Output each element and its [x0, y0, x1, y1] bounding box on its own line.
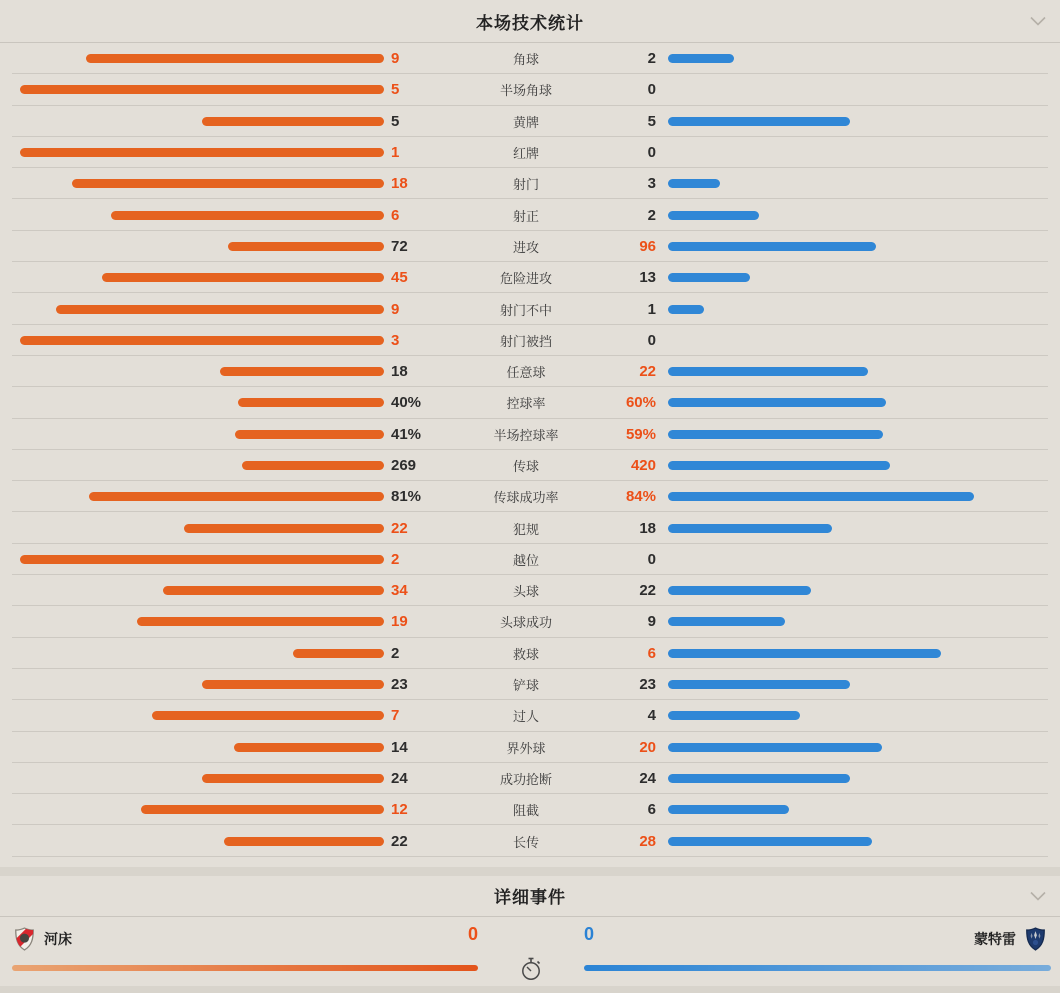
- home-stat-bar: [242, 461, 384, 470]
- stat-label: 红牌: [512, 146, 539, 162]
- away-stat-value: 0: [647, 144, 656, 162]
- home-bar-track: [20, 617, 384, 626]
- stat-row: [0, 669, 1060, 700]
- away-bar-track: [668, 586, 1032, 595]
- away-stat-bar: [668, 774, 850, 783]
- home-team[interactable]: [14, 926, 72, 952]
- away-bar-track: [668, 649, 1032, 658]
- away-stat-bar: [668, 586, 811, 595]
- stat-row: [0, 43, 1060, 74]
- home-stat-bar: [56, 305, 384, 314]
- away-score: 0: [584, 923, 595, 944]
- home-bar-track: [20, 117, 384, 126]
- away-team-name: 蒙特雷: [974, 930, 1016, 947]
- home-stat-bar: [220, 367, 384, 376]
- away-stat-bar: [668, 367, 868, 376]
- home-stat-value: 12: [391, 801, 408, 819]
- away-stat-bar: [668, 211, 759, 220]
- away-stat-value: 22: [639, 582, 656, 600]
- away-stat-bar: [668, 680, 850, 689]
- home-bar-track: [20, 524, 384, 533]
- stat-row: [0, 606, 1060, 637]
- away-bar-track: [668, 179, 1032, 188]
- away-stat-bar: [668, 54, 734, 63]
- stat-label: 黄牌: [512, 114, 539, 130]
- home-stat-value: 22: [391, 832, 408, 850]
- home-bar-track: [20, 148, 384, 157]
- home-stat-bar: [20, 555, 384, 564]
- home-bar-track: [20, 85, 384, 94]
- home-bar-track: [20, 336, 384, 345]
- away-bar-track: [668, 617, 1032, 626]
- home-stat-value: 5: [391, 112, 400, 130]
- stat-label: 传球成功率: [493, 490, 559, 506]
- stat-label: 阻截: [512, 803, 539, 819]
- away-bar-track: [668, 774, 1032, 783]
- home-bar-track: [20, 367, 384, 376]
- away-bar-track: [668, 117, 1032, 126]
- stat-row: [0, 387, 1060, 418]
- home-stat-bar: [202, 117, 384, 126]
- away-stat-value: 2: [647, 206, 656, 224]
- stat-row: [0, 293, 1060, 324]
- away-bar-track: [668, 837, 1032, 846]
- home-stat-value: 40%: [391, 394, 422, 412]
- home-stat-bar: [72, 179, 384, 188]
- away-stat-value: 22: [639, 363, 656, 381]
- away-stat-bar: [668, 711, 800, 720]
- stat-label: 传球: [512, 459, 539, 474]
- stat-label: 射正: [512, 208, 539, 224]
- stat-row: [0, 356, 1060, 387]
- stat-label: 救球: [512, 646, 539, 662]
- away-bar-track: [668, 54, 1032, 63]
- away-bar-track: [668, 805, 1032, 814]
- home-stat-value: 9: [391, 50, 400, 68]
- home-bar-track: [20, 837, 384, 846]
- stat-label: 射门被挡: [499, 333, 552, 349]
- away-stat-value: 84%: [625, 488, 656, 506]
- home-bar-track: [20, 492, 384, 501]
- away-stat-bar: [668, 117, 850, 126]
- away-stat-value: 3: [647, 175, 656, 193]
- stat-label: 射门不中: [499, 302, 552, 318]
- away-progress-bar: [584, 965, 1051, 971]
- stat-label: 危险进攻: [499, 271, 552, 287]
- stat-row: [0, 231, 1060, 262]
- home-stat-value: 7: [391, 707, 400, 725]
- home-stat-bar: [102, 273, 384, 282]
- stat-row: [0, 575, 1060, 606]
- stat-label: 过人: [512, 709, 539, 725]
- home-bar-track: [20, 774, 384, 783]
- stat-row: [0, 481, 1060, 512]
- home-score: 0: [467, 923, 478, 944]
- home-stat-bar: [20, 336, 384, 345]
- away-stat-value: 6: [647, 801, 656, 819]
- home-stat-bar: [184, 524, 384, 533]
- section-separator-band: [0, 867, 1060, 876]
- away-stat-value: 5: [647, 112, 656, 130]
- home-team-name: 河床: [44, 930, 72, 947]
- away-stat-value: 20: [639, 738, 656, 756]
- away-stat-value: 9: [647, 613, 656, 631]
- stat-label: 长传: [512, 834, 539, 850]
- home-stat-value: 22: [391, 519, 408, 537]
- stat-row: [0, 763, 1060, 794]
- chevron-down-icon[interactable]: [1030, 891, 1046, 900]
- home-bar-track: [20, 211, 384, 220]
- away-bar-track: [668, 211, 1032, 220]
- home-bar-track: [20, 179, 384, 188]
- away-stat-value: 0: [647, 81, 656, 99]
- home-bar-track: [20, 305, 384, 314]
- stat-row: [0, 638, 1060, 669]
- home-stat-bar: [141, 805, 384, 814]
- stat-label: 铲球: [512, 678, 539, 694]
- stat-row: [0, 732, 1060, 763]
- stat-label: 射门: [512, 177, 539, 193]
- home-stat-value: 24: [391, 769, 408, 787]
- home-stat-bar: [89, 492, 384, 501]
- away-stat-value: 2: [647, 50, 656, 68]
- stat-row: [0, 825, 1060, 856]
- home-stat-bar: [111, 211, 384, 220]
- stopwatch-icon: [518, 956, 544, 982]
- away-stat-value: 420: [630, 457, 656, 474]
- stat-label: 犯规: [512, 521, 539, 537]
- stat-label: 角球: [512, 52, 539, 68]
- teams-score-section: [0, 917, 1060, 986]
- stat-label: 成功抢断: [499, 771, 552, 787]
- stat-row: [0, 74, 1060, 105]
- home-stat-value: 9: [391, 300, 400, 318]
- home-stat-bar: [202, 774, 384, 783]
- away-stat-bar: [668, 242, 876, 251]
- home-bar-track: [20, 398, 384, 407]
- stat-label: 头球成功: [499, 615, 552, 631]
- home-stat-value: 18: [391, 175, 408, 193]
- away-stat-bar: [668, 649, 941, 658]
- away-bar-track: [668, 711, 1032, 720]
- stat-label: 越位: [512, 552, 539, 568]
- events-panel-title: 详细事件: [494, 888, 566, 908]
- stat-label: 头球: [512, 584, 539, 600]
- home-stat-value: 41%: [391, 425, 422, 443]
- home-stat-value: 19: [391, 613, 408, 631]
- home-bar-track: [20, 430, 384, 439]
- home-stat-bar: [137, 617, 384, 626]
- away-bar-track: [668, 430, 1032, 439]
- away-team[interactable]: [974, 926, 1046, 952]
- away-stat-bar: [668, 805, 789, 814]
- stat-row: [0, 700, 1060, 731]
- away-stat-value: 59%: [625, 425, 656, 443]
- home-bar-track: [20, 649, 384, 658]
- stat-label: 进攻: [512, 239, 539, 255]
- home-stat-bar: [228, 242, 384, 251]
- stats-panel-title: 本场技术统计: [476, 13, 584, 33]
- home-stat-bar: [20, 85, 384, 94]
- stat-row: [0, 106, 1060, 137]
- home-stat-value: 14: [391, 738, 408, 756]
- home-bar-track: [20, 680, 384, 689]
- away-stat-bar: [668, 305, 704, 314]
- home-bar-track: [20, 54, 384, 63]
- away-stat-value: 6: [647, 644, 656, 662]
- home-stat-value: 1: [391, 144, 400, 162]
- section-gap: [0, 857, 1060, 867]
- away-bar-track: [668, 524, 1032, 533]
- home-stat-bar: [234, 743, 384, 752]
- away-stat-bar: [668, 743, 882, 752]
- away-stat-value: 1: [647, 300, 656, 318]
- away-stat-value: 13: [639, 269, 656, 287]
- home-team-crest-icon: [14, 926, 35, 952]
- away-bar-track: [668, 367, 1032, 376]
- away-bar-track: [668, 242, 1032, 251]
- home-stat-bar: [163, 586, 384, 595]
- away-stat-value: 60%: [625, 394, 656, 412]
- away-bar-track: [668, 273, 1032, 282]
- stat-label: 半场控球率: [493, 427, 559, 443]
- home-stat-bar: [293, 649, 384, 658]
- away-bar-track: [668, 743, 1032, 752]
- home-stat-value: 269: [391, 457, 417, 474]
- away-stat-value: 0: [647, 331, 656, 349]
- home-bar-track: [20, 586, 384, 595]
- home-bar-track: [20, 743, 384, 752]
- stat-label: 界外球: [506, 740, 546, 756]
- stat-row: [0, 419, 1060, 450]
- home-bar-track: [20, 461, 384, 470]
- away-bar-track: [668, 398, 1032, 407]
- away-bar-track: [668, 461, 1032, 470]
- home-stat-value: 45: [391, 269, 408, 287]
- home-stat-value: 18: [391, 363, 408, 381]
- home-stat-value: 81%: [391, 488, 422, 506]
- home-stat-value: 23: [391, 676, 408, 694]
- away-stat-value: 24: [639, 769, 656, 787]
- away-stat-bar: [668, 273, 750, 282]
- home-stat-bar: [235, 430, 384, 439]
- away-stat-bar: [668, 398, 886, 407]
- home-bar-track: [20, 711, 384, 720]
- away-stat-bar: [668, 461, 890, 470]
- away-stat-bar: [668, 617, 785, 626]
- away-stat-bar: [668, 179, 720, 188]
- home-bar-track: [20, 273, 384, 282]
- stat-row: [0, 262, 1060, 293]
- home-stat-value: 3: [391, 331, 400, 349]
- home-stat-bar: [152, 711, 384, 720]
- away-stat-value: 18: [639, 519, 656, 537]
- stat-row: [0, 450, 1060, 481]
- home-stat-bar: [238, 398, 384, 407]
- away-stat-value: 4: [647, 707, 656, 725]
- away-stat-value: 23: [639, 676, 656, 694]
- stat-row: [0, 137, 1060, 168]
- events-panel-header[interactable]: [0, 876, 1060, 917]
- stat-label: 任意球: [506, 365, 546, 381]
- stat-label: 半场角球: [499, 83, 552, 99]
- stat-row: [0, 199, 1060, 230]
- home-stat-value: 34: [391, 582, 408, 600]
- stat-row: [0, 544, 1060, 575]
- stat-row: [0, 512, 1060, 543]
- stat-row: [0, 168, 1060, 199]
- home-bar-track: [20, 555, 384, 564]
- stat-label: 控球率: [506, 396, 546, 412]
- away-team-crest-icon: [1025, 926, 1046, 952]
- home-stat-bar: [202, 680, 384, 689]
- away-bar-track: [668, 492, 1032, 501]
- away-stat-value: 0: [647, 550, 656, 568]
- home-stat-value: 6: [391, 206, 400, 224]
- home-stat-bar: [224, 837, 384, 846]
- away-stat-value: 28: [639, 832, 656, 850]
- stats-rows: [0, 43, 1060, 857]
- home-bar-track: [20, 805, 384, 814]
- home-stat-bar: [86, 54, 384, 63]
- chevron-down-icon[interactable]: [1030, 17, 1046, 26]
- away-bar-track: [668, 680, 1032, 689]
- home-stat-value: 2: [391, 550, 400, 568]
- stat-row: [0, 325, 1060, 356]
- stat-row: [0, 794, 1060, 825]
- away-stat-value: 96: [639, 237, 656, 255]
- home-stat-value: 2: [391, 644, 400, 662]
- home-bar-track: [20, 242, 384, 251]
- away-stat-bar: [668, 492, 974, 501]
- home-stat-value: 72: [391, 237, 408, 255]
- away-stat-bar: [668, 524, 832, 533]
- stats-panel-header[interactable]: [0, 0, 1060, 43]
- home-stat-value: 5: [391, 81, 400, 99]
- away-bar-track: [668, 305, 1032, 314]
- away-stat-bar: [668, 837, 872, 846]
- home-stat-bar: [20, 148, 384, 157]
- home-progress-bar: [12, 965, 478, 971]
- away-stat-bar: [668, 430, 883, 439]
